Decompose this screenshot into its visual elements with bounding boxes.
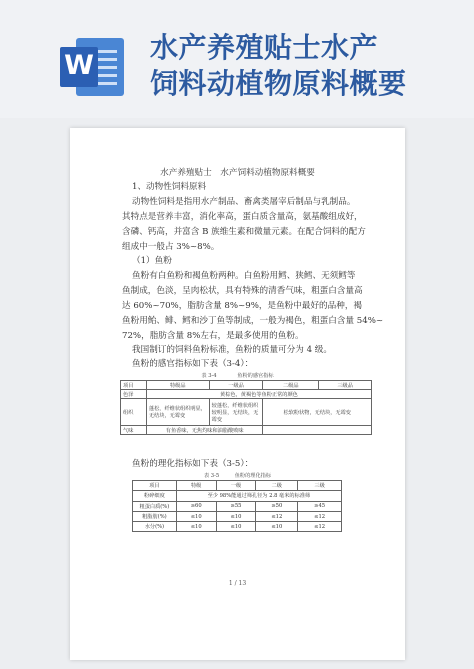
intro-line-1: 动物性饲料是指用水产制品、畜禽类屠宰后制品与乳制品。 xyxy=(132,197,356,207)
table-row xyxy=(121,390,372,399)
fishmeal-line-5: 72%，脂肪含量 8%左右，是最多使用的鱼粉。 xyxy=(122,331,304,341)
table-header-cell: 项目 xyxy=(121,381,147,390)
table-cell: ≥50 xyxy=(256,501,298,511)
table-cell: 松软粉状物，无结块，无霉变 xyxy=(263,399,372,426)
table-cell: 粗脂肪(%) xyxy=(133,511,177,521)
table-cell: 蓬松，纤维状组织明显，无结块，无霉变 xyxy=(146,399,209,426)
doc-heading: 水产养殖贴士 水产饲料动植物原料概要 xyxy=(160,168,315,178)
intro-line-3: 含磷、钙高，并富含 B 族维生素和微量元素。在配合饲料的配方 xyxy=(122,227,366,237)
word-doc-icon xyxy=(60,38,126,96)
table-cell: 至少 98%能通过筛孔径为 2.8 毫米的标准筛 xyxy=(176,491,341,501)
table-cell: ≤10 xyxy=(216,522,256,532)
table-cell: ≥60 xyxy=(176,501,216,511)
banner-title-line-1: 水产养殖贴士水产 xyxy=(150,31,379,64)
table-cell: ≤12 xyxy=(298,511,342,521)
table-cell xyxy=(263,426,372,435)
table-cell: 较蓬松，纤维状组织较明显，无结块，无霉变 xyxy=(209,399,263,426)
table-cell: 水分(%) xyxy=(133,522,177,532)
table-header-cell: 特级 xyxy=(176,481,216,491)
grade-standard-line: 我国制订的饲料鱼粉标准，鱼粉的质量可分为 4 级。 xyxy=(132,345,332,355)
table-row xyxy=(133,491,342,501)
table-cell: ≥55 xyxy=(216,501,256,511)
subsection-fishmeal: （1）鱼粉 xyxy=(132,256,172,266)
table-cell: 有鱼香味，无焦灼味和油脂酸败味 xyxy=(146,426,263,435)
table-header-cell: 三级 xyxy=(298,481,342,491)
banner-title xyxy=(150,30,470,102)
table-header-cell: 项目 xyxy=(133,481,177,491)
fishmeal-line-3: 达 60%~70%，脂肪含量 8%~9%，是鱼粉中最好的品种，褐 xyxy=(122,301,363,311)
sensory-table-caption: 表 3-4 鱼粉的感官指标 xyxy=(201,373,274,379)
table-cell: ≤10 xyxy=(256,522,298,532)
page-indicator: 1 / 13 xyxy=(228,580,247,587)
sensory-table xyxy=(120,380,372,435)
physchem-table xyxy=(132,480,342,532)
table-row xyxy=(133,511,342,521)
table-row xyxy=(121,426,372,435)
table-cell: ≥45 xyxy=(298,501,342,511)
table-header-row xyxy=(133,481,342,491)
intro-line-2: 其特点是营养丰富，消化率高，蛋白质含量高，氨基酸组成好， xyxy=(122,212,363,222)
table-cell: 粗蛋白质(%) xyxy=(133,501,177,511)
cover-banner xyxy=(0,0,474,118)
table-cell: ≤10 xyxy=(216,511,256,521)
table-header-cell: 一级 xyxy=(216,481,256,491)
table-cell: ≤10 xyxy=(176,511,216,521)
sensory-intro: 鱼粉的感官指标如下表（3-4）： xyxy=(132,359,254,369)
table-cell: 粉碎细度 xyxy=(133,491,177,501)
document-page xyxy=(70,128,405,660)
table-header-cell: 特级品 xyxy=(146,381,209,390)
table-cell: 色泽 xyxy=(121,390,147,399)
table-cell: ≤12 xyxy=(298,522,342,532)
fishmeal-line-2: 鱼制成，色淡，呈肉松状，具有特殊的清香气味，粗蛋白含量高 xyxy=(122,286,363,296)
word-icon-badge xyxy=(60,47,98,87)
table-header-cell: 三级品 xyxy=(319,381,372,390)
fishmeal-line-4: 鱼粉用鲐、鲱、鳕和沙丁鱼等制成，一般为褐色，粗蛋白含量 54%~ xyxy=(122,316,384,326)
physchem-table-caption: 表 3-5 鱼粉的理化指标 xyxy=(203,473,272,479)
table-row xyxy=(133,501,342,511)
physchem-intro: 鱼粉的理化指标如下表（3-5）： xyxy=(132,459,254,469)
section-heading-animal-feed: 1、动物性饲料原料 xyxy=(132,182,207,192)
table-cell: 气味 xyxy=(121,426,147,435)
word-icon-letter: W xyxy=(64,50,94,81)
table-header-row xyxy=(121,381,372,390)
banner-title-line-2: 饲料动植物原料概要 xyxy=(150,67,407,100)
table-cell: ≤12 xyxy=(256,511,298,521)
intro-line-4: 组成中一般占 3%~8%。 xyxy=(122,242,220,252)
table-cell: 组织 xyxy=(121,399,147,426)
table-cell: 黄棕色，黄褐色等鱼粉正常的颜色 xyxy=(146,390,371,399)
table-header-cell: 二级品 xyxy=(263,381,319,390)
table-row xyxy=(121,399,372,426)
table-header-cell: 一级品 xyxy=(209,381,263,390)
table-row xyxy=(133,522,342,532)
table-header-cell: 二级 xyxy=(256,481,298,491)
fishmeal-line-1: 鱼粉有白鱼粉和褐鱼粉两种。白鱼粉用鳕、狭鳕、无须鳕等 xyxy=(132,271,356,281)
table-cell: ≤10 xyxy=(176,522,216,532)
